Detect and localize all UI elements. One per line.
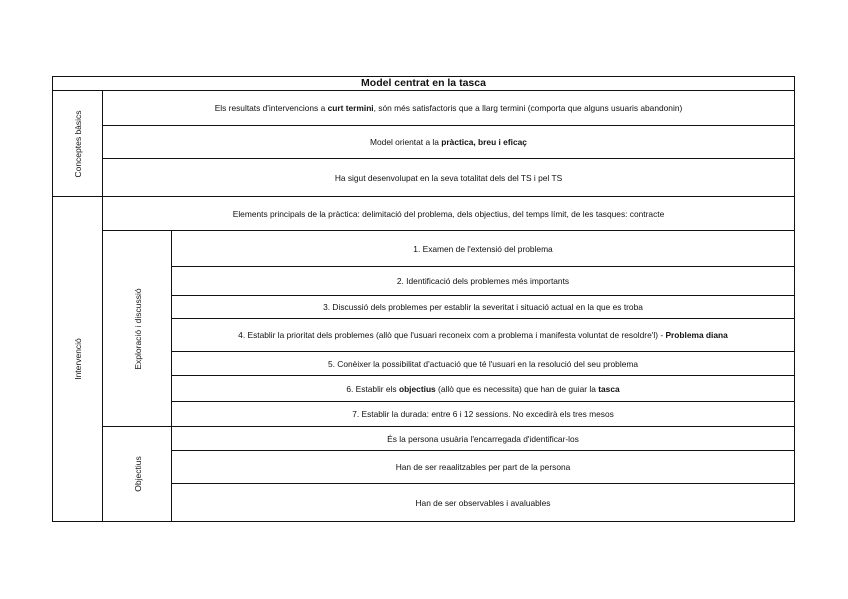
conceptes-label: Conceptes bàsics [73, 109, 83, 178]
concept-row-2: Model orientat a la pràctica, breu i eficaç [102, 126, 795, 159]
exploracio-label: Exploració i discussió [132, 287, 143, 370]
exploracio-row-6: 6. Establir els objectius (allò que es necessita) que han de guiar la tasca [171, 376, 795, 402]
exploracio-row-4: 4. Establir la prioritat dels problemes (allò que l'usuari reconeix com a problema i manifesta voluntat de resoldre'l) - Problema diana [171, 319, 795, 352]
conceptes-section-label [52, 91, 103, 197]
exploracio-row-2: 2. Identificació dels problemes més importants [171, 267, 795, 296]
intervencio-label: Intervenció [73, 338, 83, 380]
objectius-row-1: És la persona usuària l'encarregada d'identificar-los [171, 427, 795, 451]
concept-row-3: Ha sigut desenvolupat en la seva totalitat dels del TS i pel TS [102, 159, 795, 197]
exploracio-row-1: 1. Examen de l'extensió del problema [171, 231, 795, 267]
objectius-row-3: Han de ser observables i avaluables [171, 484, 795, 522]
table-title: Model centrat en la tasca [52, 76, 795, 91]
model-table [52, 76, 795, 522]
concept-row-1: Els resultats d'intervencions a curt termini, són més satisfactoris que a llarg termini (comporta que alguns usuaris abandonin) [102, 91, 795, 126]
objectius-label: Objectius [132, 456, 143, 492]
exploracio-row-3: 3. Discussió dels problemes per establir la severitat i situació actual en la que es troba [171, 296, 795, 319]
exploracio-row-5: 5. Conèixer la possibilitat d'actuació que té l'usuari en la resolució del seu problema [171, 352, 795, 376]
objectius-label-cell [102, 427, 172, 522]
exploracio-label-cell [102, 231, 172, 427]
intervencio-header-row: Elements principals de la pràctica: delimitació del problema, dels objectius, del temps límit, de les tasques: contracte [102, 197, 795, 231]
intervencio-section-label [52, 197, 103, 522]
objectius-row-2: Han de ser reaalitzables per part de la persona [171, 451, 795, 484]
exploracio-row-7: 7. Establir la durada: entre 6 i 12 sessions. No excedirà els tres mesos [171, 402, 795, 427]
